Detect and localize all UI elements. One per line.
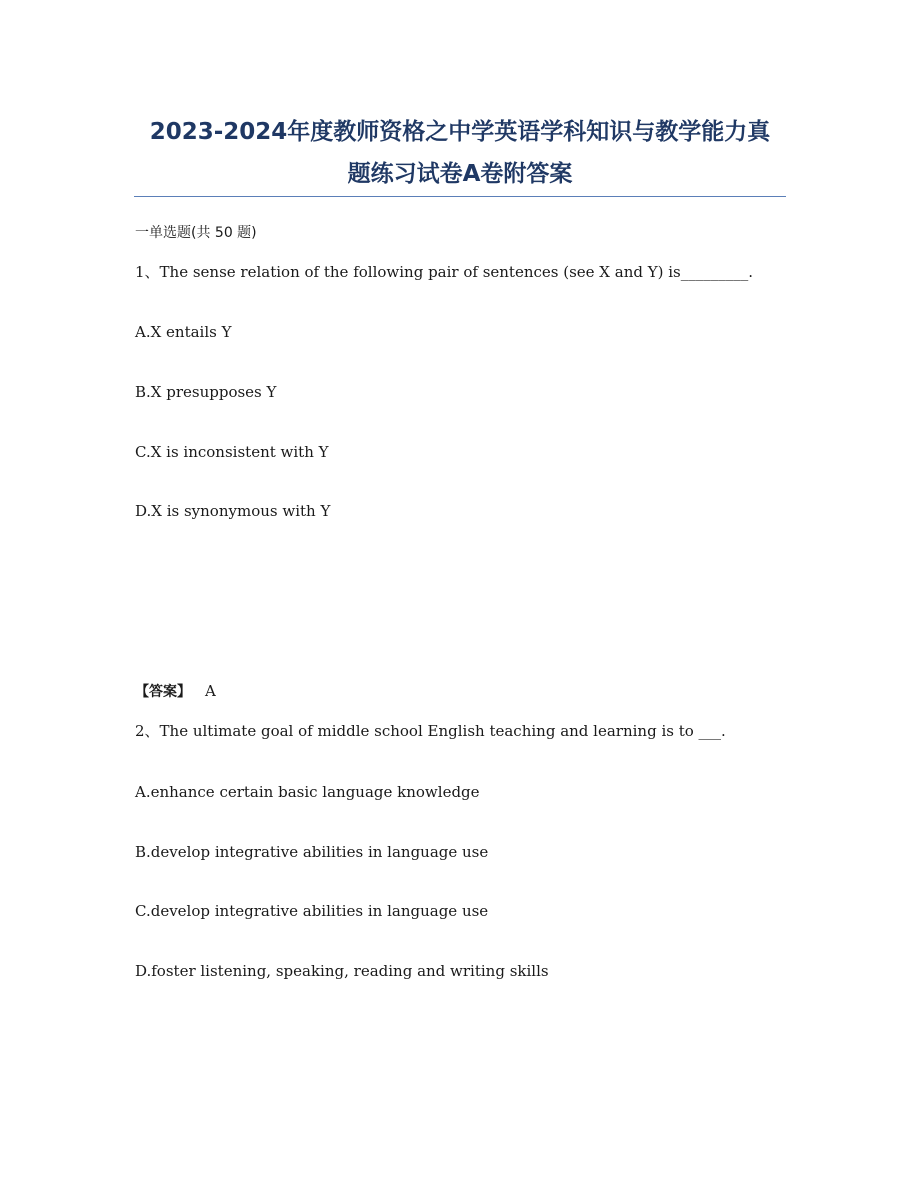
question-1-answer [135,680,216,703]
question-1-option-d: D.X is synonymous with Y [135,502,331,520]
document-title-line-1: 2023-2024年度教师资格之中学英语学科知识与教学能力真 [149,119,771,145]
question-2-option-c: C.develop integrative abilities in language use [135,902,489,920]
section-heading: 一单选题(共 50 题) [135,225,257,241]
question-1-option-b: B.X presupposes Y [135,383,277,401]
question-2-stem: 2、The ultimate goal of middle school English teaching and learning is to ___. [135,722,726,740]
document-title-line-2: 题练习试卷A卷附答案 [347,161,573,187]
title-divider [134,196,786,197]
question-1-stem: 1、The sense relation of the following pair of sentences (see X and Y) is_________. [135,263,754,281]
answer-label: 【答案】 [135,684,191,700]
question-2-option-a: A.enhance certain basic language knowledge [135,783,480,801]
question-2-option-d: D.foster listening, speaking, reading and writing skills [135,962,549,980]
question-1-option-a: A.X entails Y [135,323,232,341]
question-2-option-b: B.develop integrative abilities in language use [135,843,489,861]
question-1-option-c: C.X is inconsistent with Y [135,443,329,461]
answer-value: A [205,682,216,700]
